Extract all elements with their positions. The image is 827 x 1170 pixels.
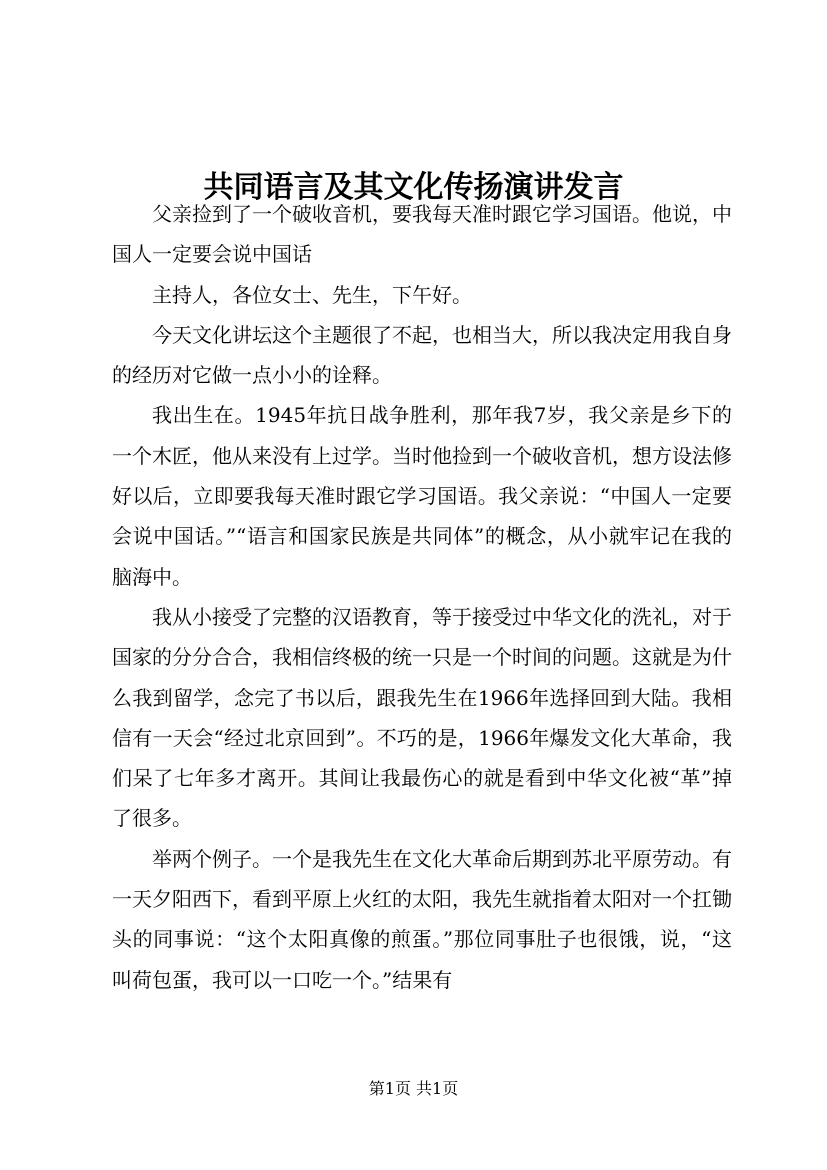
page-number-footer: 第1页 共1页 xyxy=(368,1079,459,1098)
paragraph-1: 父亲捡到了一个破收音机，要我每天准时跟它学习国语。他说，中国人一定要会说中国话 xyxy=(112,202,732,267)
paragraph-2: 主持人，各位女士、先生，下午好。 xyxy=(152,282,472,307)
paragraph-3: 今天文化讲坛这个主题很了不起，也相当大，所以我决定用我自身的经历对它做一点小小的诠释。 xyxy=(112,322,732,388)
document-title: 共同语言及其文化传扬演讲发言 xyxy=(203,170,624,206)
paragraph-6: 举两个例子。一个是我先生在文化大革命后期到苏北平原劳动。有一天夕阳西下，看到平原上火红的太阳，我先生就指着太阳对一个扛锄头的同事说：“这个太阳真像的煎蛋。”那位同事肚子也很饿，说，“这叫荷包蛋，我可以一口吃一个。”结果有 xyxy=(112,846,732,992)
paragraph-4: 我出生在。1945年抗日战争胜利，那年我7岁，我父亲是乡下的一个木匠，他从来没有上过学。当时他捡到一个破收音机，想方设法修好以后，立即要我每天准时跟它学习国语。我父亲说：“中国人一定要会说中国话。”“语言和国家民族是共同体”的概念，从小就牢记在我的脑海中。 xyxy=(112,403,732,589)
document-body xyxy=(112,194,732,1000)
paragraph-5: 我从小接受了完整的汉语教育，等于接受过中华文化的洗礼，对于国家的分分合合，我相信终极的统一只是一个时间的问题。这就是为什么我到留学，念完了书以后，跟我先生在1966年选择回到大陆。我相信有一天会“经过北京回到”。不巧的是，1966年爆发文化大革命，我们呆了七年多才离开。其间让我最伤心的就是看到中华文化被“革”掉了很多。 xyxy=(112,604,732,831)
